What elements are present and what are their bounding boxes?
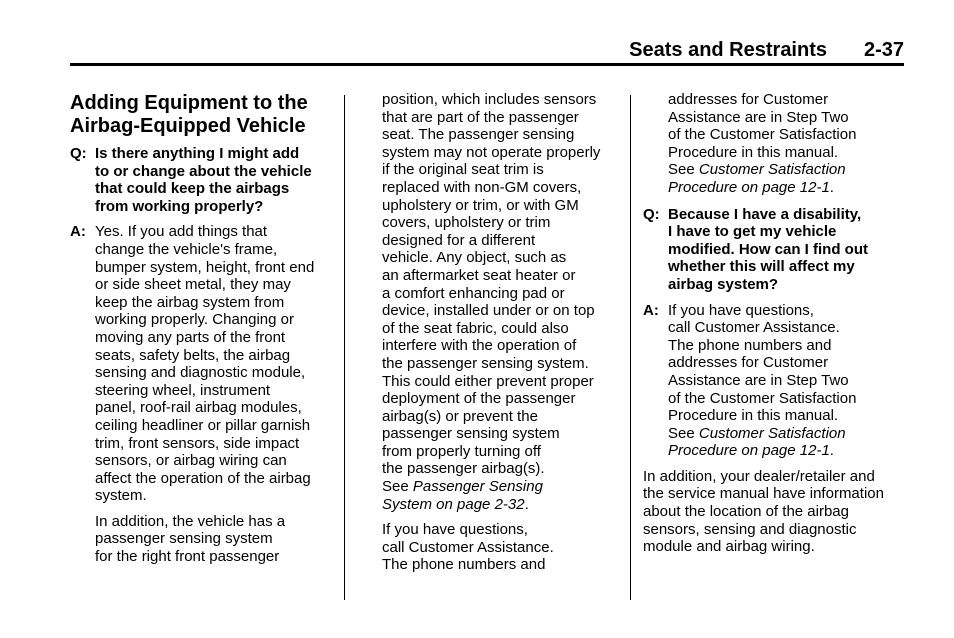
cross-reference: System on page 2-32. — [382, 495, 529, 513]
header-rule — [70, 63, 904, 66]
page-number: 2-37 — [863, 39, 904, 61]
page-header — [70, 38, 904, 62]
section-title: Seats and Restraints — [629, 39, 827, 61]
paragraph: addresses for Customer Assistance are in Step Two of the Customer Satisfaction Procedure in this manual. See Customer Satisfaction Procedure on page 12-1. — [643, 91, 905, 197]
question-label: Q: — [643, 205, 660, 223]
paragraph: In addition, the vehicle has a passenger sensing system for the right front passenger — [95, 512, 286, 566]
paragraph: In addition, your dealer/retailer and the service manual have information about the location of the airbag sensors, sensing and diagnostic module and airbag wiring. — [643, 467, 884, 556]
column-2 — [382, 91, 626, 574]
section-heading: Adding Equipment to the Airbag-Equipped Vehicle — [70, 92, 308, 137]
paragraph: If you have questions, call Customer Assistance. The phone numbers and — [382, 521, 554, 574]
column-1 — [70, 92, 338, 566]
question-block: Q: Because I have a disability, I have to get my vehicle modified. How can I find out whether this will affect my airbag system? — [643, 205, 868, 293]
column-divider — [630, 95, 631, 600]
answer-block: A: Yes. If you add things that change the vehicle's frame, bumper system, height, front end or side sheet metal, they may keep the airbag system from working properly. Changing or moving any parts of the front seats, safety belts, the airbag sensing and diagnostic module, steering wheel, instrument panel, roof-rail airbag modules, ceiling headliner or pillar garnish trim, front sensors, side impact sensors, or airbag wiring can affect the operation of the airbag system. — [70, 223, 315, 505]
column-divider — [344, 95, 345, 600]
answer-label: A: — [70, 223, 86, 241]
cross-reference: Procedure on page 12-1. — [668, 442, 834, 460]
cross-reference: See Customer Satisfaction — [668, 161, 846, 179]
column-3 — [643, 91, 905, 556]
answer-label: A: — [643, 301, 659, 319]
answer-block: A: If you have questions, call Customer Assistance. The phone numbers and addresses for Customer Assistance are in Step Two of the Customer Satisfaction Procedure in this manual. See Customer Satisfaction Procedure on page 12-1. — [643, 302, 905, 460]
paragraph: position, which includes sensors that are part of the passenger seat. The passenger sensing system may not operate properly if the original seat trim is replaced with non-GM covers, upholstery or trim, or with GM covers, upholstery or trim designed for a different vehicle. Any object, such as an aftermarket seat heater or a comfort enhancing pad or device, installed under or on top of the seat fabric, could also interfere with the operation of the passenger sensing system. This could either prevent proper deployment of the passenger airbag(s) or prevent the passenger sensing system from properly turning off the passenger airbag(s). See Passenger Sensing System on page 2-32. — [382, 91, 626, 513]
cross-reference: See Passenger Sensing — [382, 478, 543, 496]
question-block: Q: Is there anything I might add to or change about the vehicle that could keep the airbags from working properly? — [70, 145, 312, 215]
cross-reference: See Customer Satisfaction — [668, 424, 846, 442]
cross-reference: Procedure on page 12-1. — [668, 178, 834, 196]
question-label: Q: — [70, 145, 87, 162]
